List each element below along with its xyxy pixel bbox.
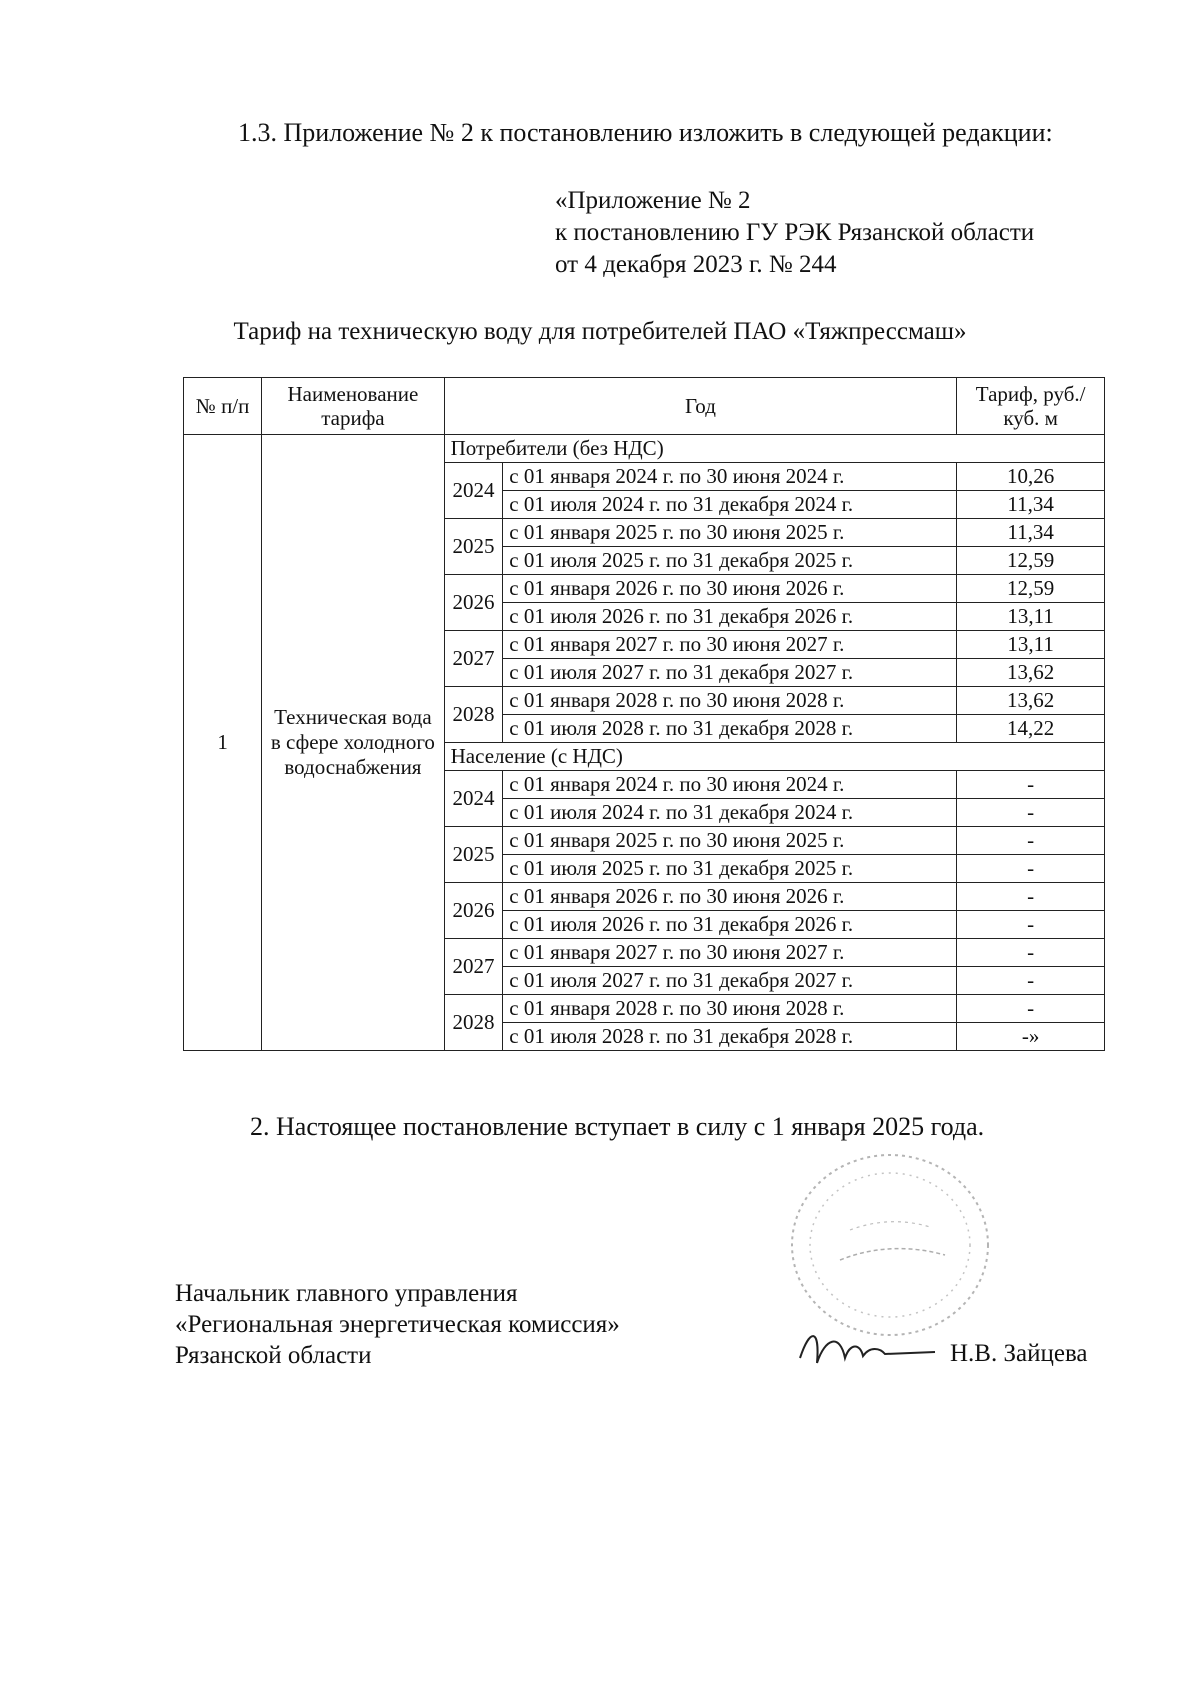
tariff-value: 13,62 (957, 687, 1105, 715)
tariff-value: 13,62 (957, 659, 1105, 687)
section-population: Население (с НДС) (444, 743, 1104, 771)
year-cell: 2024 (444, 771, 503, 827)
row-number: 1 (184, 435, 262, 1051)
tariff-value: 12,59 (957, 547, 1105, 575)
period-cell: с 01 июля 2028 г. по 31 декабря 2028 г. (503, 1023, 957, 1051)
tariff-value: - (957, 799, 1105, 827)
year-cell: 2028 (444, 995, 503, 1051)
signer-line-2: «Региональная энергетическая комиссия» (175, 1311, 620, 1338)
period-cell: с 01 июля 2027 г. по 31 декабря 2027 г. (503, 967, 957, 995)
year-cell: 2024 (444, 463, 503, 519)
year-cell: 2026 (444, 575, 503, 631)
tariff-value: 13,11 (957, 603, 1105, 631)
stamp-icon (780, 1145, 1000, 1345)
annex-line-2: к постановлению ГУ РЭК Рязанской области (555, 219, 1035, 246)
period-cell: с 01 января 2024 г. по 30 июня 2024 г. (503, 771, 957, 799)
year-cell: 2026 (444, 883, 503, 939)
tariff-value: -» (957, 1023, 1105, 1051)
period-cell: с 01 июля 2025 г. по 31 декабря 2025 г. (503, 855, 957, 883)
period-cell: с 01 июля 2026 г. по 31 декабря 2026 г. (503, 603, 957, 631)
period-cell: с 01 января 2026 г. по 30 июня 2026 г. (503, 575, 957, 603)
period-cell: с 01 июля 2025 г. по 31 декабря 2025 г. (503, 547, 957, 575)
clause-2: 2. Настоящее постановление вступает в силу с 1 января 2025 года. (250, 1112, 985, 1141)
tariff-value: - (957, 911, 1105, 939)
period-cell: с 01 января 2027 г. по 30 июня 2027 г. (503, 631, 957, 659)
period-cell: с 01 января 2025 г. по 30 июня 2025 г. (503, 827, 957, 855)
tariff-value: - (957, 771, 1105, 799)
annex-header (555, 185, 1034, 281)
tariff-value: - (957, 939, 1105, 967)
period-cell: с 01 июля 2024 г. по 31 декабря 2024 г. (503, 799, 957, 827)
period-cell: с 01 июля 2026 г. по 31 декабря 2026 г. (503, 911, 957, 939)
period-cell: с 01 января 2028 г. по 30 июня 2028 г. (503, 687, 957, 715)
year-cell: 2025 (444, 519, 503, 575)
tariff-value: - (957, 883, 1105, 911)
period-cell: с 01 июля 2028 г. по 31 декабря 2028 г. (503, 715, 957, 743)
signer-line-3: Рязанской области (175, 1342, 372, 1369)
period-cell: с 01 января 2025 г. по 30 июня 2025 г. (503, 519, 957, 547)
tariff-value: - (957, 855, 1105, 883)
header-year: Год (444, 378, 957, 435)
year-cell: 2028 (444, 687, 503, 743)
period-cell: с 01 января 2027 г. по 30 июня 2027 г. (503, 939, 957, 967)
header-name: Наименование тарифа (262, 378, 444, 435)
signer-line-1: Начальник главного управления (175, 1280, 518, 1307)
clause-1-3: 1.3. Приложение № 2 к постановлению изложить в следующей редакции: (238, 118, 1053, 147)
period-cell: с 01 января 2024 г. по 30 июня 2024 г. (503, 463, 957, 491)
tariff-value: 10,26 (957, 463, 1105, 491)
tariff-table (183, 377, 1105, 1051)
period-cell: с 01 января 2028 г. по 30 июня 2028 г. (503, 995, 957, 1023)
tariff-value: - (957, 827, 1105, 855)
year-cell: 2025 (444, 827, 503, 883)
signature-icon (795, 1318, 945, 1378)
tariff-value: - (957, 995, 1105, 1023)
tariff-name: Техническая вода в сфере холодного водоснабжения (262, 435, 444, 1051)
signer-name: Н.В. Зайцева (950, 1340, 1088, 1367)
annex-line-3: от 4 декабря 2023 г. № 244 (555, 251, 837, 278)
tariff-value: 13,11 (957, 631, 1105, 659)
signer-block (175, 1278, 620, 1371)
period-cell: с 01 июля 2027 г. по 31 декабря 2027 г. (503, 659, 957, 687)
header-num: № п/п (184, 378, 262, 435)
tariff-value: 11,34 (957, 519, 1105, 547)
header-tariff: Тариф, руб./куб. м (957, 378, 1105, 435)
tariff-value: 11,34 (957, 491, 1105, 519)
table-body (184, 435, 1105, 1051)
tariff-value: 12,59 (957, 575, 1105, 603)
year-cell: 2027 (444, 939, 503, 995)
tariff-value: - (957, 967, 1105, 995)
period-cell: с 01 января 2026 г. по 30 июня 2026 г. (503, 883, 957, 911)
section-consumers: Потребители (без НДС) (444, 435, 1104, 463)
tariff-value: 14,22 (957, 715, 1105, 743)
table-title: Тариф на техническую воду для потребителей ПАО «Тяжпрессмаш» (233, 318, 967, 345)
period-cell: с 01 июля 2024 г. по 31 декабря 2024 г. (503, 491, 957, 519)
annex-line-1: «Приложение № 2 (555, 187, 751, 214)
year-cell: 2027 (444, 631, 503, 687)
